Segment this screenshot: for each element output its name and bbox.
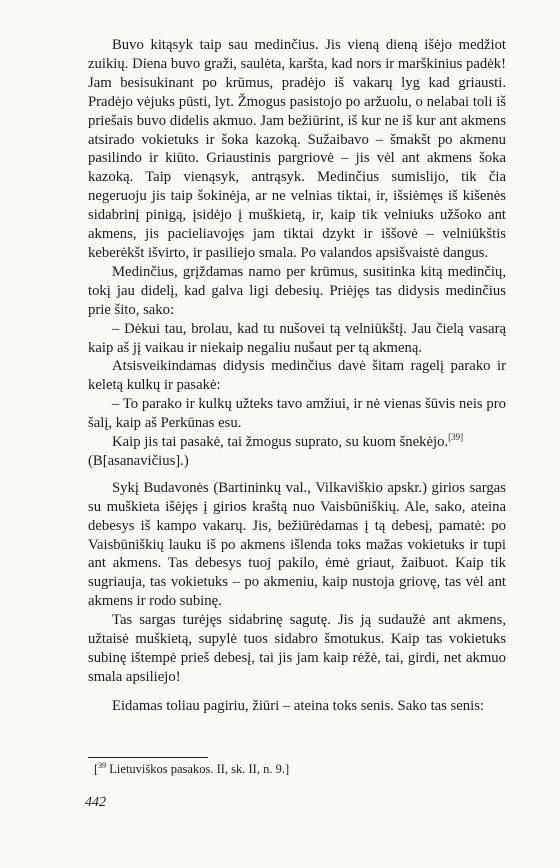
footnote-text: Lietuviškos pasakos. II, sk. II, n. 9.]: [106, 762, 290, 776]
body-text: [88, 36, 506, 716]
paragraph: Buvo kitąsyk taip sau medinčius. Jis vieną dieną išėjo medžiot zuikių. Diena buvo graži, saulėta, karšta, kad nors ir marškinius padėk! Jam besisukinant po krūmus, pradėjo iš vakarų lyg kad griausti. Pradėjo vėjuks pūsti, lyt. Žmogus pasistojo po aržuolu, o nelabai toli iš priešais buvo didelis akmuo. Jam bežiūrint, iš kur ne iš kur ant akmens atsirado vokietuks ir šoka kazoką. Sužaibavo – šmakšt po akmenu pasilindo ir kiūto. Griaustinis pargriovė – jis vėl ant akmens šoka kazoką. Taip vienąsyk, antrąsyk. Medinčius sumislijo, tik čia negeruoju jis taip šokinėja, ar ne velnias tiktai, ir, išsiėmęs iš kišenės sidabrinį pinigą, įsidėjo į muškietą, ir, kaip tik velniuks užšoko ant akmens, jis pacieliavojęs jam tiktai dzykt ir iššovė – velniūkštis keberėkšt išvirto, ir pasiliejo smala. Po valandos apsišvaistė dangus.: [88, 37, 506, 261]
paragraph: – Dėkui tau, brolau, kad tu nušovei tą velniūkštį. Jau čielą vasarą kaip aš jį vaikau ir niekaip negaliu nušaut per tą akmeną.: [88, 320, 506, 356]
footnote-reference[interactable]: [39]: [448, 432, 464, 443]
paragraph: [88, 433, 506, 452]
attribution: (B[asanavičius].): [88, 452, 189, 469]
footnote-bracket: [: [94, 762, 99, 776]
paragraph: Eidamas toliau pagiriu, žiūri – ateina toks senis. Sako tas senis:: [112, 697, 485, 714]
paragraph: Tas sargas turėjęs sidabrinę sagutę. Jis ją sudaužė ant akmens, užtaisė muškietą, supylė tuos sidabro šmotukus. Kaip tas vokietuks subinę ištempė prieš debesį, tai jis jam kaip rėžė, tai, girdi, net akmuo smala apsiliejo!: [88, 612, 506, 685]
paragraph: – To parako ir kulkų užteks tavo amžiui, ir nė vienas šūvis neis pro šalį, kaip aš Perkūnas esu.: [88, 396, 506, 432]
footnote-mark: 39: [98, 761, 107, 770]
paragraph: Sykį Budavonės (Bartininkų val., Vilkaviškio apskr.) girios sargas su muškieta išėjęs į girios kraštą nuo Vaisbūniškių. Ale, sako, ateina debesys iš kampo vakarų. Jis, bežiūrėdamas į tą debesį, pamatė: po Vaisbūniškių lauku iš po akmens išlenda toks mažas vokietuks ir tupi ant akmens. Tas debesys tuoj pakilo, ėmė griaut, žaibuot. Kaip tik sugriauja, tas vokietuks – po akmeniu, kaip nustoja griovę, tas vėl ant akmens ir rodo subinę.: [88, 479, 506, 610]
paragraph: Medinčius, grįždamas namo per krūmus, susitinka kitą medinčių, tokį jau didelį, kad galva ligi debesių. Priėjęs tas didysis medinčius prie šito, sako:: [88, 263, 506, 318]
footnote-rule: [88, 757, 208, 758]
page-number: 442: [85, 795, 106, 810]
paragraph-text: Kaip jis tai pasakė, tai žmogus suprato, su kuom šnekėjo.: [112, 434, 449, 451]
footnote: [94, 762, 289, 777]
paragraph: Atsisveikindamas didysis medinčius davė šitam ragelį parako ir keletą kulkų ir pasakė:: [88, 358, 506, 394]
